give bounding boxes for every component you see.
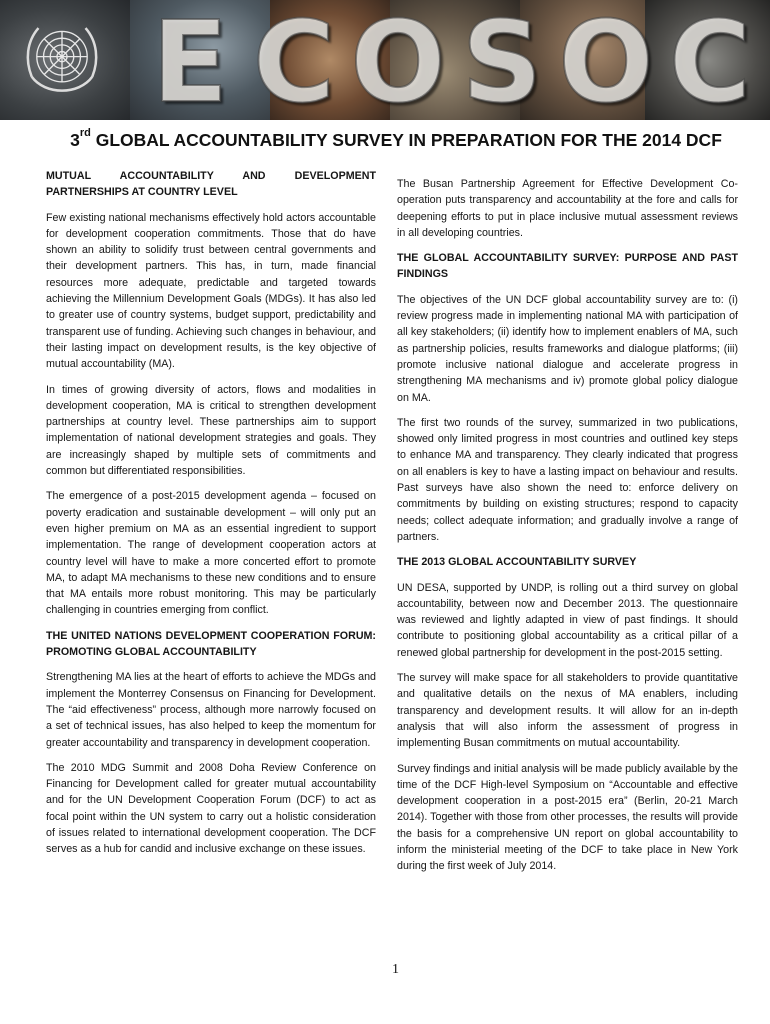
section-heading: THE GLOBAL ACCOUNTABILITY SURVEY: PURPOSE AND PAST FINDINGS bbox=[397, 252, 738, 281]
title-ordinal-number: 3 bbox=[70, 130, 80, 150]
left-column bbox=[46, 168, 376, 867]
page-number: 1 bbox=[392, 962, 399, 977]
banner-letter: E bbox=[151, 0, 229, 120]
title-ordinal-suffix: rd bbox=[79, 127, 91, 140]
section-heading: THE 2013 GLOBAL ACCOUNTABILITY SURVEY bbox=[397, 556, 637, 569]
paragraph: In times of growing diversity of actors, flows and modalities in development cooperation, MA is critical to strengthen development partnerships at country level. These partnerships aim to support implementation of national development strategies and goals. They are increasingly shaped by multiple sets of commitments and common but differentiated responsibilities. bbox=[46, 383, 376, 478]
section-heading: MUTUAL ACCOUNTABILITY AND DEVELOPMENT PARTNERSHIPS AT COUNTRY LEVEL bbox=[46, 170, 376, 199]
paragraph: Few existing national mechanisms effectively hold actors accountable for development cooperation commitments. Those that do have shown an ability to solidify trust between central governments and their development partners. This has, in turn, made financial resources more adequate, predictable and targeted towards achieving the Millennium Development Goals (MDGs). It has also led to greater use of country systems, budget support, predictability and transparent use of funding. Achieving such changes in behaviour, and their lasting impact on development results, is the key objective of mutual accountability (MA). bbox=[46, 211, 376, 371]
right-column bbox=[397, 176, 738, 884]
banner-letter: O bbox=[558, 0, 654, 120]
title-text: GLOBAL ACCOUNTABILITY SURVEY IN PREPARATION FOR THE 2014 DCF bbox=[95, 130, 722, 150]
paragraph: The emergence of a post-2015 development agenda – focused on poverty eradication and sustainable development – will only put an even higher premium on MA as an essential ingredient to support implementation. The range of development cooperation actors at country level will have to make a more concerted effort to promote MA, to adapt MA mechanisms to these new conditions and to ensure that MA entails more robust monitoring. This may be particularly challenging in countries emerging from conflict. bbox=[46, 490, 376, 617]
banner-letter: O bbox=[350, 0, 446, 120]
paragraph: The first two rounds of the survey, summarized in two publications, showed only limited progress in most countries and outlined key steps to enhance MA and transparency. They clearly indicated that progress on all enablers is key to have a lasting impact on behaviour and results. Past surveys have also shown the need to: enforce delivery on commitments by building on existing structures; respond to capacity needs; collect adequate information; and gradually involve a range of partners. bbox=[397, 416, 738, 543]
page-title bbox=[46, 127, 746, 151]
paragraph: Survey findings and initial analysis will be made publicly available by the time of the DCF High-level Symposium on “Accountable and effective development cooperation in a post-2015 era” (Berlin, 20-21 March 2014). Together with those from other processes, the results will provide the basis for a comprehensive UN report on global accountability to inform the ministerial meeting of the DCF to take place in New York during the first week of July 2014. bbox=[397, 762, 738, 873]
banner-letter: C bbox=[668, 0, 752, 120]
paragraph: The 2010 MDG Summit and 2008 Doha Review Conference on Financing for Development called for greater mutual accountability and for the UN Development Cooperation Forum (DCF) to act as focal point within the UN system to carry out a holistic consideration of issues related to international development cooperation. The DCF serves as a hub for candid and inclusive exchange on these issues. bbox=[46, 761, 376, 856]
section-heading: THE UNITED NATIONS DEVELOPMENT COOPERATION FORUM: PROMOTING GLOBAL ACCOUNTABILITY bbox=[46, 629, 376, 659]
paragraph: The Busan Partnership Agreement for Effective Development Co-operation puts transparency and accountability at the fore and calls for deepening efforts to put in place inclusive mutual assessment reviews in all developing countries. bbox=[397, 178, 738, 239]
paragraph: The survey will make space for all stakeholders to provide quantitative and qualitative details on the nexus of MA enablers, including transparency and development results. It will allow for an in-depth analysis that will also inform the assessment of progress in implementing Busan commitments on mutual accountability. bbox=[397, 672, 738, 750]
un-emblem-icon bbox=[20, 18, 104, 102]
ecosoc-letters bbox=[140, 0, 760, 120]
ecosoc-banner bbox=[0, 0, 770, 120]
banner-letter: C bbox=[252, 0, 336, 120]
paragraph: The objectives of the UN DCF global accountability survey are to: (i) review progress made in implementing national MA with participation of all key stakeholders; (ii) identify how to implement enablers of MA, such as partnership policies, results frameworks and dialogue platforms; (iii) promote inclusive national dialogue and accelerate progress in strengthening MA mechanisms and iv) promote global policy dialogue on MA. bbox=[397, 293, 738, 404]
banner-letter: S bbox=[461, 0, 543, 120]
paragraph: UN DESA, supported by UNDP, is rolling out a third survey on global accountability, between now and December 2013. The questionnaire was reviewed and lightly adapted in view of past findings. It should contribute to positioning global accountability as a critical pillar of a renewed global partnership for development in the post-2015 setting. bbox=[397, 581, 738, 659]
paragraph: Strengthening MA lies at the heart of efforts to achieve the MDGs and implement the Monterrey Consensus on Financing for Development. The “aid effectiveness” process, although more narrowly focused on a set of technical issues, has also helped to keep the momentum for greater accountability and transparency in development cooperation. bbox=[46, 671, 376, 749]
